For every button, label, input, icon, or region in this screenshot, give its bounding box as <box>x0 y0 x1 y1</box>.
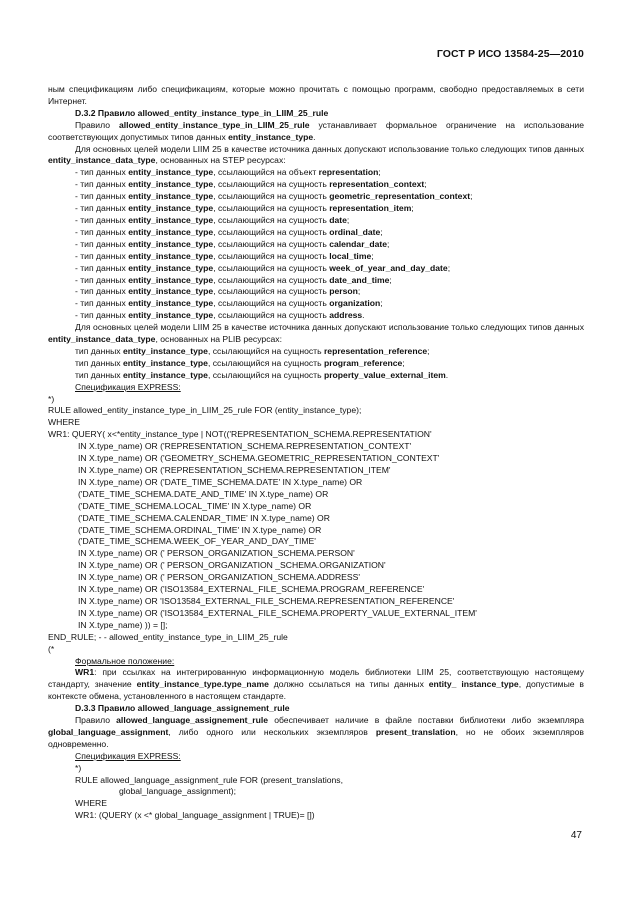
step-type-list-item: - тип данных entity_instance_type, ссылающийся на сущность date_and_time; <box>75 274 392 285</box>
code-line: WR1: (QUERY (x <* global_language_assignment | TRUE)= []) <box>75 810 315 821</box>
d32-paragraph-2: Для основных целей модели LIIM 25 в качестве источника данных допускают использование только следующих типов данных entity_instance_data_type, основанных на STEP ресурсах: <box>48 143 584 166</box>
code-line: RULE allowed_entity_instance_type_in_LIIM_25_rule FOR (entity_instance_type); <box>48 405 362 416</box>
code-line: (* <box>48 643 55 654</box>
formal-statement-paragraph: WR1: при ссылках на интегрированную информационную модель библиотеки LIIM 25, соответствующую настоящему стандарту, значение entity_instance_type.type_name должно ссылаться на типы данных entity_ instance_type, допустимые в контексте обмена, установленного в настоящем стандарте. <box>48 667 584 702</box>
step-type-list-item: - тип данных entity_instance_type, ссылающийся на сущность date; <box>75 214 350 225</box>
express-code-block-1 <box>48 394 584 656</box>
step-types-list <box>48 167 584 322</box>
plib-type-list-item: тип данных entity_instance_type, ссылающийся на сущность representation_reference; <box>75 345 430 356</box>
d33-paragraph-1: Правило allowed_language_assignement_rule обеспечивает наличие в файле поставки библиотеки либо экземпляра global_language_assignment, либо одного или нескольких экземпляров present_translation, но не обоих экземпляров одновременно. <box>48 715 584 749</box>
code-line: END_RULE; - - allowed_entity_instance_type_in_LIIM_25_rule <box>48 631 288 642</box>
code-line: WHERE <box>75 798 107 809</box>
code-line: ('DATE_TIME_SCHEMA.LOCAL_TIME' IN X.type_name) OR <box>78 500 312 511</box>
section-heading-d32: D.3.2 Правило allowed_entity_instance_type_in_LIIM_25_rule <box>75 107 329 118</box>
code-line: global_language_assignment); <box>119 786 237 797</box>
code-line: IN X.type_name) OR ('DATE_TIME_SCHEMA.DATE' IN X.type_name) OR <box>78 476 363 487</box>
code-line: ('DATE_TIME_SCHEMA.WEEK_OF_YEAR_AND_DAY_TIME' <box>78 536 316 547</box>
code-line: IN X.type_name) OR ('ISO13584_EXTERNAL_FILE_SCHEMA.PROGRAM_REFERENCE' <box>78 584 425 595</box>
code-line: ('DATE_TIME_SCHEMA.DATE_AND_TIME' IN X.type_name) OR <box>78 488 329 499</box>
page-number: 47 <box>570 830 582 841</box>
step-type-list-item: - тип данных entity_instance_type, ссылающийся на сущность representation_item; <box>75 203 414 214</box>
page-header: ГОСТ Р ИСО 13584-25—2010 <box>436 48 584 60</box>
step-type-list-item: - тип данных entity_instance_type, ссылающийся на сущность geometric_representation_context; <box>75 191 473 202</box>
step-type-list-item: - тип данных entity_instance_type, ссылающийся на сущность person; <box>75 286 361 297</box>
code-line: ('DATE_TIME_SCHEMA.ORDINAL_TIME' IN X.type_name) OR <box>78 524 322 535</box>
plib-type-list-item: тип данных entity_instance_type, ссылающийся на сущность property_value_external_item. <box>75 369 449 380</box>
code-line: WHERE <box>48 417 80 428</box>
express-code-block-2 <box>48 763 584 823</box>
step-type-list-item: - тип данных entity_instance_type, ссылающийся на объект representation; <box>75 167 381 178</box>
code-line: IN X.type_name) OR (' PERSON_ORGANIZATION _SCHEMA.ORGANIZATION' <box>78 560 386 571</box>
code-line: IN X.type_name) )) = []; <box>78 619 168 630</box>
express-spec-label-2: Спецификация EXPRESS: <box>75 750 181 761</box>
step-type-list-item: - тип данных entity_instance_type, ссылающийся на сущность representation_context; <box>75 179 427 190</box>
express-spec-label: Спецификация EXPRESS: <box>75 381 181 392</box>
step-type-list-item: - тип данных entity_instance_type, ссылающийся на сущность calendar_date; <box>75 238 390 249</box>
code-line: *) <box>75 762 82 773</box>
section-heading-d33: D.3.3 Правило allowed_language_assignement_rule <box>75 703 290 714</box>
intro-paragraph: ным спецификациям либо спецификациям, которые можно прочитать с помощью программ, свободно предоставляемых в сети Интернет. <box>48 84 584 106</box>
code-line: IN X.type_name) OR ('REPRESENTATION_SCHEMA.REPRESENTATION_CONTEXT' <box>78 441 412 452</box>
code-line: IN X.type_name) OR ('REPRESENTATION_SCHEMA.REPRESENTATION_ITEM' <box>78 465 391 475</box>
step-type-list-item: - тип данных entity_instance_type, ссылающийся на сущность local_time; <box>75 250 374 261</box>
code-line: IN X.type_name) OR ('GEOMETRY_SCHEMA.GEOMETRIC_REPRESENTATION_CONTEXT' <box>78 453 440 464</box>
code-line: *) <box>48 393 55 404</box>
document-page <box>48 0 584 913</box>
formal-statement-label: Формальное положение: <box>75 655 175 666</box>
code-line: IN X.type_name) OR ('ISO13584_EXTERNAL_FILE_SCHEMA.PROPERTY_VALUE_EXTERNAL_ITEM' <box>78 607 477 618</box>
code-line: IN X.type_name) OR (' PERSON_ORGANIZATION_SCHEMA.ADDRESS' <box>78 572 361 583</box>
d32-paragraph-1: Правило allowed_entity_instance_type_in_LIIM_25_rule устанавливает формальное ограничение на использование соответствующих допустимых типов данных entity_instance_type. <box>48 119 584 142</box>
step-type-list-item: - тип данных entity_instance_type, ссылающийся на сущность week_of_year_and_day_date; <box>75 262 451 273</box>
plib-type-list-item: тип данных entity_instance_type, ссылающийся на сущность program_reference; <box>75 357 405 368</box>
plib-types-list <box>48 346 584 382</box>
code-line: ('DATE_TIME_SCHEMA.CALENDAR_TIME' IN X.type_name) OR <box>78 512 330 523</box>
d32-paragraph-3: Для основных целей модели LIIM 25 в качестве источника данных допускают использование только следующих типов данных entity_instance_data_type, основанных на PLIB ресурсах: <box>48 322 584 345</box>
code-line: IN X.type_name) OR 'ISO13584_EXTERNAL_FILE_SCHEMA.REPRESENTATION_REFERENCE' <box>78 595 455 606</box>
page-content <box>48 84 584 822</box>
code-line: WR1: QUERY( x<*entity_instance_type | NOT(('REPRESENTATION_SCHEMA.REPRESENTATION' <box>48 429 432 440</box>
step-type-list-item: - тип данных entity_instance_type, ссылающийся на сущность organization; <box>75 298 383 309</box>
code-line: IN X.type_name) OR (' PERSON_ORGANIZATION_SCHEMA.PERSON' <box>78 548 355 559</box>
step-type-list-item: - тип данных entity_instance_type, ссылающийся на сущность ordinal_date; <box>75 226 383 237</box>
code-line: RULE allowed_language_assignment_rule FOR (present_translations, <box>75 774 343 785</box>
step-type-list-item: - тип данных entity_instance_type, ссылающийся на сущность address. <box>75 310 365 321</box>
